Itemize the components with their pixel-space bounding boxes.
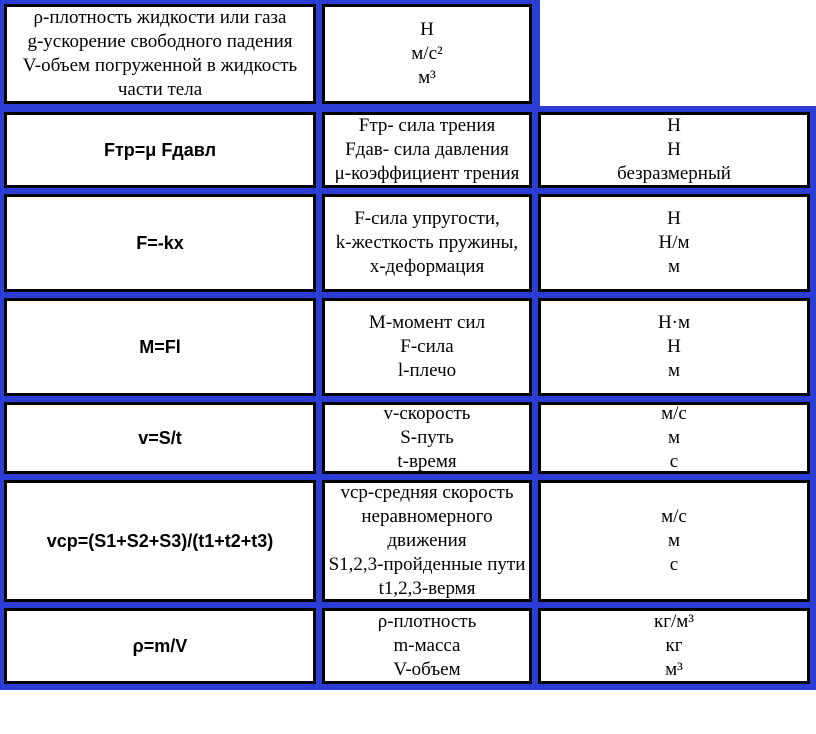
cell-line: с — [669, 451, 679, 472]
cell-line: S1,2,3-пройденные пути — [328, 554, 526, 575]
table-cell-row1-formula — [4, 112, 316, 188]
formula-text: F=-kx — [136, 232, 184, 253]
cell-line: ρ-плотность — [377, 611, 477, 632]
cell-line: t1,2,3-вермя — [378, 578, 476, 599]
cell-line: м³ — [418, 67, 436, 88]
table-cell-row1-right — [538, 112, 810, 188]
cell-line: Fдав- сила давления — [345, 139, 509, 160]
formula-text: v=S/t — [138, 427, 182, 448]
cell-line: м — [667, 427, 681, 448]
cell-line: м³ — [665, 659, 683, 680]
table-cell-row6-right — [538, 608, 810, 684]
cell-line: безразмерный — [617, 163, 731, 184]
table-cell-row4-right — [538, 402, 810, 474]
cell-line: V-объем — [393, 659, 461, 680]
formula-text: vср=(S1+S2+S3)/(t1+t2+t3) — [46, 530, 274, 551]
cell-line: Н/м — [658, 232, 690, 253]
cell-line: F-сила упругости, — [354, 208, 500, 229]
cell-line: м/с — [661, 403, 687, 424]
cell-line: m-масса — [393, 635, 461, 656]
table-cell-row4-mid — [322, 402, 532, 474]
formula-text: M=Fl — [139, 336, 181, 357]
cell-line: Н — [667, 139, 681, 160]
cell-line: x-деформация — [369, 256, 485, 277]
cell-line: μ-коэффициент трения — [334, 163, 520, 184]
cell-line: Н — [667, 208, 681, 229]
cell-line: Н — [420, 19, 434, 40]
cell-line: м — [667, 360, 681, 381]
table-cell-row5-right — [538, 480, 810, 602]
cell-line: с — [669, 554, 679, 575]
table-cell-row6-formula — [4, 608, 316, 684]
cell-line: м — [667, 256, 681, 277]
table-cell-row2-mid — [322, 194, 532, 292]
cell-line: м/с — [661, 506, 687, 527]
cell-line: неравномерного — [361, 506, 493, 527]
table-cell-row0-mid — [322, 4, 532, 104]
cell-line: l-плечо — [397, 360, 457, 381]
cell-line: V-объем погруженной в жидкость — [22, 55, 298, 76]
table-cell-row5-formula — [4, 480, 316, 602]
cell-line: кг/м³ — [653, 611, 695, 632]
cell-line: Fтр- сила трения — [358, 115, 496, 136]
table-cell-row5-mid — [322, 480, 532, 602]
table-cell-row2-formula — [4, 194, 316, 292]
cell-line: S-путь — [400, 427, 454, 448]
table-cell-row4-formula — [4, 402, 316, 474]
cell-line: t-время — [397, 451, 457, 472]
table-cell-row1-mid — [322, 112, 532, 188]
cell-line: g-ускорение свободного падения — [27, 31, 293, 52]
table-cell-row6-mid — [322, 608, 532, 684]
cell-line: движения — [387, 530, 467, 551]
cell-line: M-момент сил — [368, 312, 486, 333]
cell-line: v-скорость — [383, 403, 471, 424]
cell-line: части тела — [117, 79, 203, 100]
cell-line: ρ-плотность жидкости или газа — [33, 7, 287, 28]
cell-line: м — [667, 530, 681, 551]
table-cell-row3-formula — [4, 298, 316, 396]
table-cell-row3-mid — [322, 298, 532, 396]
formula-text: ρ=m/V — [132, 635, 188, 656]
formula-text: Fтр=μ Fдавл — [103, 139, 217, 160]
table-cell-row2-right — [538, 194, 810, 292]
cell-line: Н — [667, 336, 681, 357]
cell-line: Н — [667, 115, 681, 136]
table-cell-row0-left — [4, 4, 316, 104]
cell-line: Н·м — [657, 312, 691, 333]
table-cell-row3-right — [538, 298, 810, 396]
cell-line: F-сила — [400, 336, 454, 357]
cell-line: кг — [665, 635, 683, 656]
cell-line: м/с² — [411, 43, 443, 64]
cell-line: k-жесткость пружины, — [335, 232, 519, 253]
cell-line: vср-средняя скорость — [340, 482, 514, 503]
